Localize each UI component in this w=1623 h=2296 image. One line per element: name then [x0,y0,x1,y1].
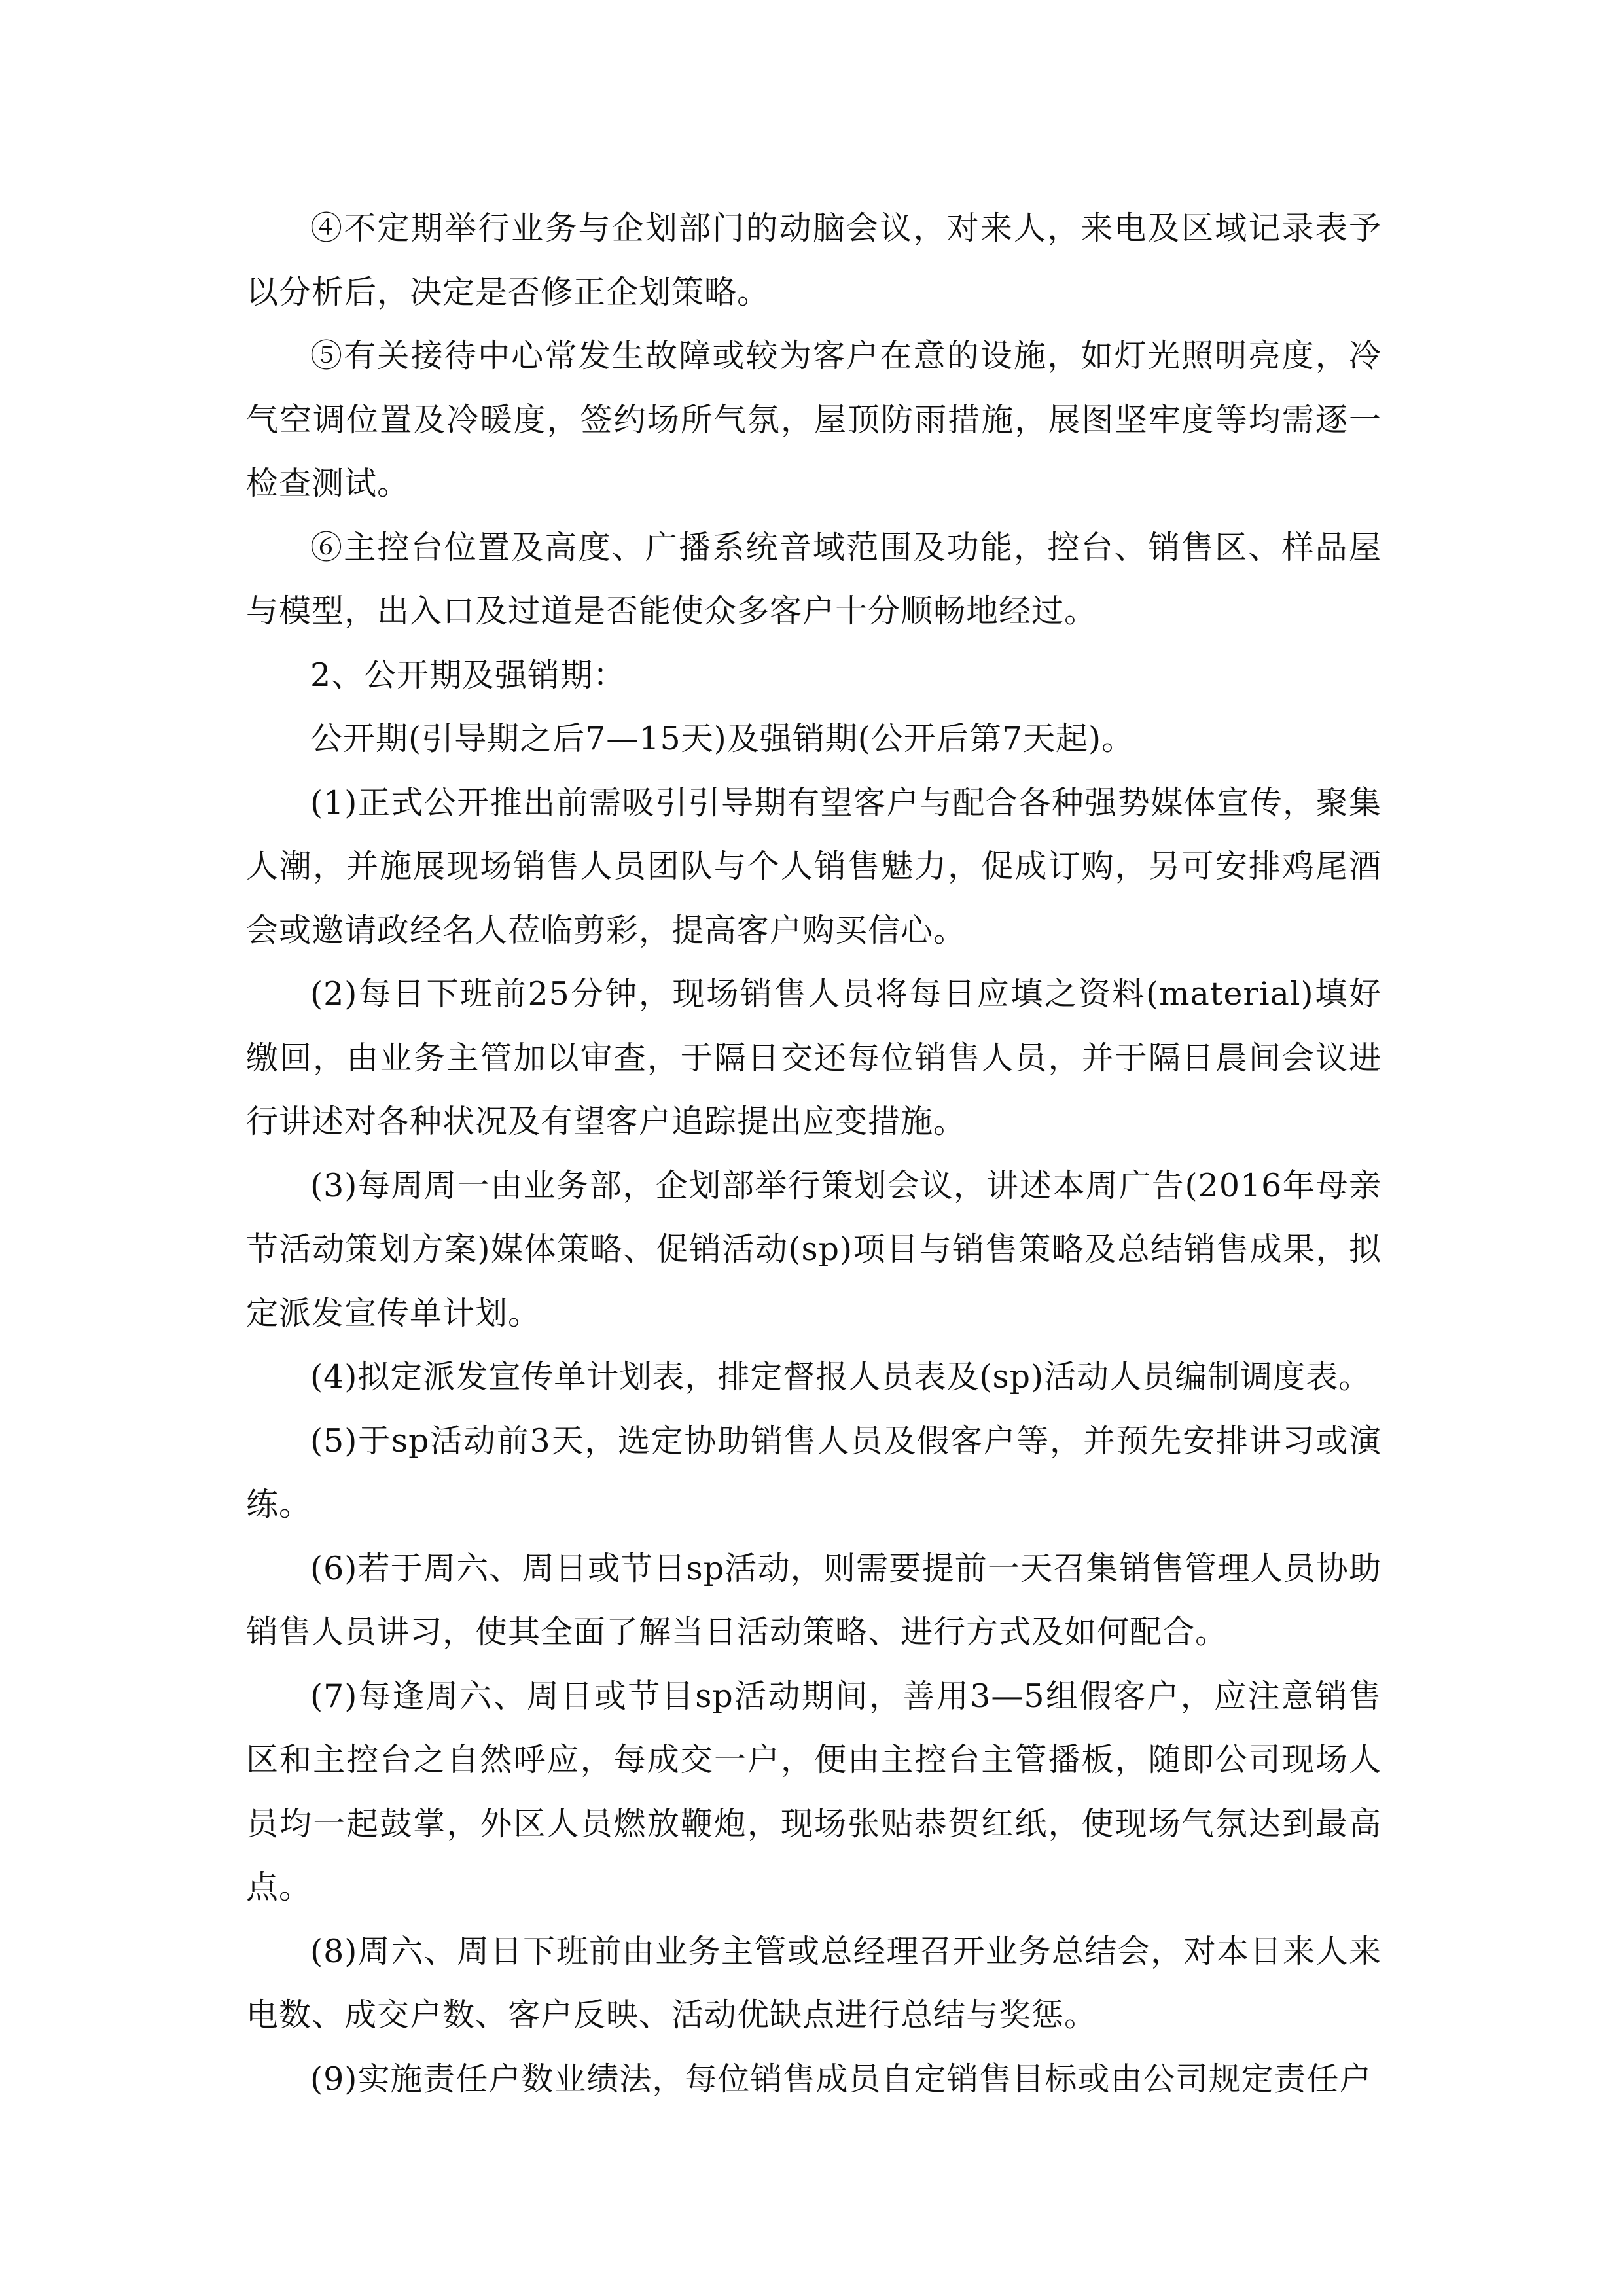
paragraph-step-6: (6)若于周六、周日或节日sp活动，则需要提前一天召集销售管理人员协助销售人员讲习，使其全面了解当日活动策略、进行方式及如何配合。 [246,1549,1382,1651]
paragraph-step-9: (9)实施责任户数业绩法，每位销售成员自定销售目标或由公司规定责任户 [310,2060,1372,2098]
paragraph-step-1: (1)正式公开推出前需吸引引导期有望客户与配合各种强势媒体宣传，聚集人潮，并施展现场销售人员团队与个人销售魅力，促成订购，另可安排鸡尾酒会或邀请政经名人莅临剪彩，提高客户购买信心。 [246,783,1382,949]
paragraph-step-5: (5)于sp活动前3天，选定协助销售人员及假客户等，并预先安排讲习或演练。 [246,1422,1382,1523]
paragraph-item-6: ⑥主控台位置及高度、广播系统音域范围及功能，控台、销售区、样品屋与模型，出入口及过道是否能使众多客户十分顺畅地经过。 [246,528,1382,630]
paragraph-step-3: (3)每周周一由业务部，企划部举行策划会议，讲述本周广告(2016年母亲节活动策划方案)媒体策略、促销活动(sp)项目与销售策略及总结销售成果，拟定派发宣传单计划。 [246,1166,1382,1332]
paragraph-step-7: (7)每逢周六、周日或节目sp活动期间，善用3—5组假客户，应注意销售区和主控台之自然呼应，每成交一户，便由主控台主管播板，随即公司现场人员均一起鼓掌，外区人员燃放鞭炮，现场张贴恭贺红纸，使现场气氛达到最高点。 [246,1677,1382,1906]
document-body [246,196,1382,2111]
paragraph-item-4: ④不定期举行业务与企划部门的动脑会议，对来人，来电及区域记录表予以分析后，决定是否修正企划策略。 [246,209,1382,311]
paragraph-item-5: ⑤有关接待中心常发生故障或较为客户在意的设施，如灯光照明亮度，冷气空调位置及冷暖度，签约场所气氛，屋顶防雨措施，展图坚牢度等均需逐一检查测试。 [246,337,1382,502]
period-definition: 公开期(引导期之后7—15天)及强销期(公开后第7天起)。 [310,720,1135,757]
section-heading-public-period: 2、公开期及强销期： [310,656,626,694]
paragraph-step-4: (4)拟定派发宣传单计划表，排定督报人员表及(sp)活动人员编制调度表。 [310,1358,1372,1395]
paragraph-step-2: (2)每日下班前25分钟，现场销售人员将每日应填之资料(material)填好缴回，由业务主管加以审查，于隔日交还每位销售人员，并于隔日晨间会议进行讲述对各种状况及有望客户追踪提出应变措施。 [246,975,1382,1140]
paragraph-step-8: (8)周六、周日下班前由业务主管或总经理召开业务总结会，对本日来人来电数、成交户数、客户反映、活动优缺点进行总结与奖惩。 [246,1932,1382,2034]
